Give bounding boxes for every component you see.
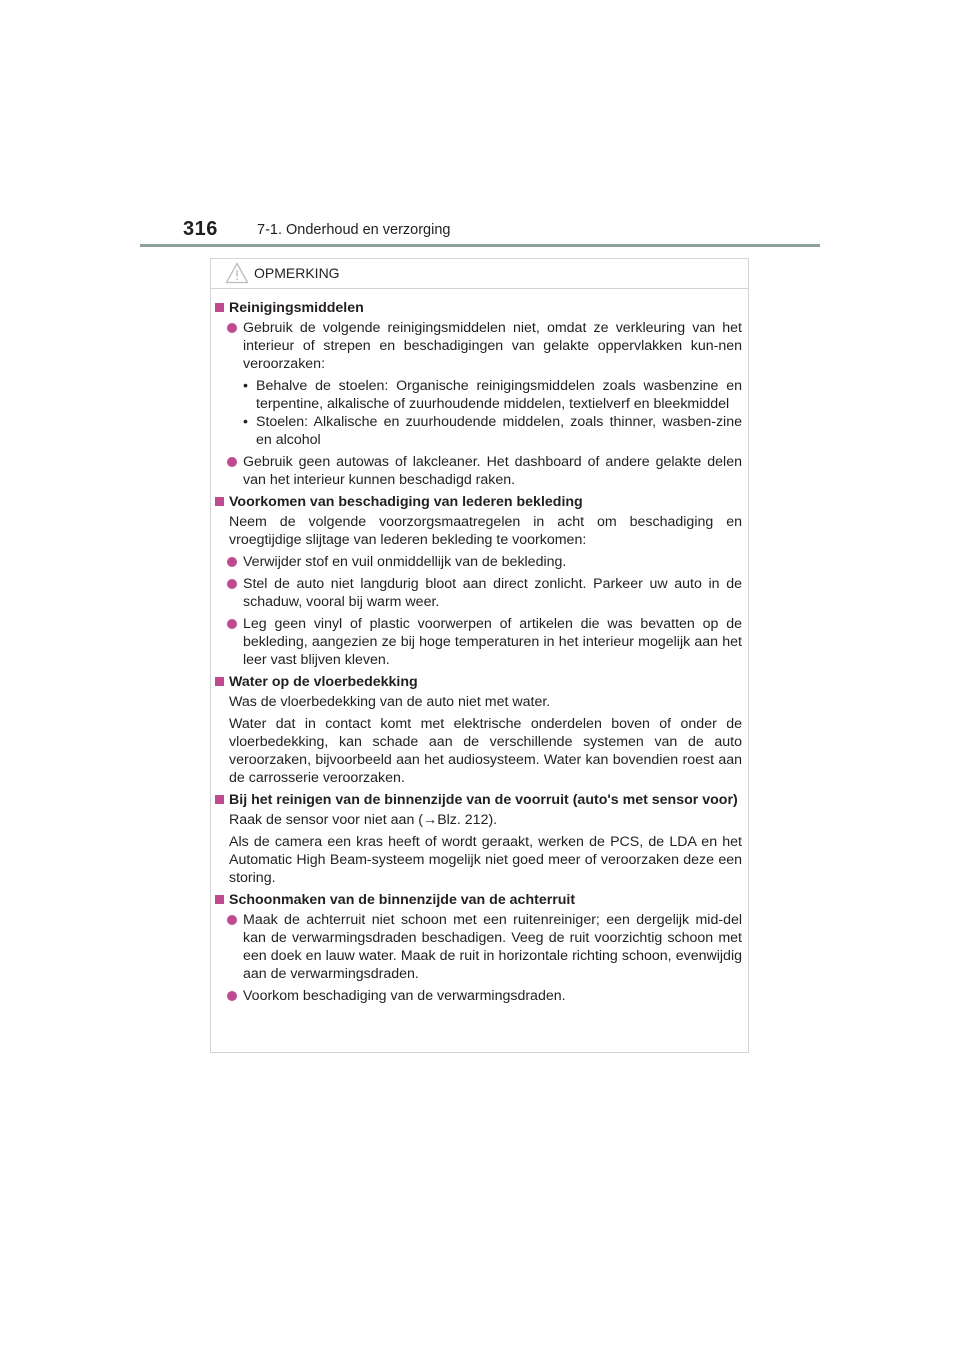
round-bullet-icon xyxy=(227,323,237,333)
section-paragraph: Raak de sensor voor niet aan (→Blz. 212). xyxy=(229,812,498,828)
notice-section xyxy=(211,299,748,489)
section-heading-text: Schoonmaken van de binnenzijde van de achterruit xyxy=(229,892,576,908)
section-heading xyxy=(211,299,748,317)
notice-section xyxy=(211,493,748,669)
section-heading xyxy=(211,891,748,909)
notice-box xyxy=(210,258,749,1053)
bullet-item xyxy=(211,987,748,1005)
section-heading xyxy=(211,791,748,809)
sub-item xyxy=(211,377,748,413)
square-bullet-icon xyxy=(215,303,224,312)
section-heading-text: Bij het reinigen van de binnenzijde van de voorruit (auto's met sensor voor) xyxy=(229,792,738,808)
section-paragraph: Was de vloerbedekking van de auto niet met water. xyxy=(229,694,551,710)
warning-triangle-icon xyxy=(225,262,249,284)
notice-title: OPMERKING xyxy=(254,265,340,281)
square-bullet-icon xyxy=(215,895,224,904)
section-heading xyxy=(211,493,748,511)
square-bullet-icon xyxy=(215,677,224,686)
sub-list xyxy=(211,377,748,449)
section-heading xyxy=(211,673,748,691)
bullet-item-text: Voorkom beschadiging van de verwarmingsdraden. xyxy=(243,988,566,1004)
bullet-item xyxy=(211,911,748,983)
section-heading-text: Voorkomen van beschadiging van lederen bekleding xyxy=(229,494,583,510)
sub-item-text: Behalve de stoelen: Organische reinigingsmiddelen zoals wasbenzine en terpentine, alkalische of zuurhoudende middelen, textielverf en bleekmiddel xyxy=(256,378,742,412)
bullet-item-text: Gebruik de volgende reinigingsmiddelen niet, omdat ze verkleuring van het interieur of strepen en beschadigingen van gelakte oppervlakken kun-nen veroorzaken: xyxy=(243,320,742,372)
page-header xyxy=(183,218,823,246)
section-paragraph: Als de camera een kras heeft of wordt geraakt, werken de PCS, de LDA en het Automatic High Beam-systeem mogelijk niet goed meer of veroorzaken deze een storing. xyxy=(229,834,742,886)
bullet-item-text: Leg geen vinyl of plastic voorwerpen of artikelen die was bevatten op de bekleding, aangezien ze bij hoge temperaturen in het interieur mogelijk aan het leer vast blijven kleven. xyxy=(243,616,742,668)
notice-section xyxy=(211,673,748,787)
bullet-item xyxy=(211,319,748,373)
bullet-item xyxy=(211,575,748,611)
round-bullet-icon xyxy=(227,991,237,1001)
bullet-item xyxy=(211,615,748,669)
round-bullet-icon xyxy=(227,579,237,589)
sub-bullet-icon: • xyxy=(243,378,248,394)
notice-header xyxy=(211,259,748,289)
page-number: 316 xyxy=(183,218,218,240)
bullet-item-text: Verwijder stof en vuil onmiddellijk van de bekleding. xyxy=(243,554,567,570)
round-bullet-icon xyxy=(227,557,237,567)
notice-section xyxy=(211,891,748,1005)
section-heading-text: Reinigingsmiddelen xyxy=(229,300,364,316)
sub-bullet-icon: • xyxy=(243,414,248,430)
square-bullet-icon xyxy=(215,497,224,506)
bullet-item xyxy=(211,553,748,571)
bullet-item-text: Gebruik geen autowas of lakcleaner. Het dashboard of andere gelakte delen van het interieur kunnen beschadigd raken. xyxy=(243,454,742,488)
section-paragraph: Water dat in contact komt met elektrische onderdelen boven of onder de vloerbedekking, kan schade aan de verschillende systemen van de auto veroorzaken, bijvoorbeeld aan het audiosysteem. Water kan bovendien roest aan de carrosserie veroorzaken. xyxy=(229,716,742,786)
bullet-item-text: Maak de achterruit niet schoon met een ruitenreiniger; een dergelijk mid-del kan de verwarmingsdraden beschadigen. Veeg de ruit voorzichtig schoon met een doek en lauw water. Maak de ruit in horizontale richting schoon, evenwijdig aan de verwarmingsdraden. xyxy=(243,912,742,982)
section-title: 7-1. Onderhoud en verzorging xyxy=(257,222,451,238)
sub-item xyxy=(211,413,748,449)
sub-item-text: Stoelen: Alkalische en zuurhoudende middelen, zoals thinner, wasben-zine en alcohol xyxy=(256,414,742,448)
square-bullet-icon xyxy=(215,795,224,804)
section-heading-text: Water op de vloerbedekking xyxy=(229,674,418,690)
header-rule xyxy=(140,244,820,247)
notice-content xyxy=(211,299,748,1009)
round-bullet-icon xyxy=(227,619,237,629)
bullet-item-text: Stel de auto niet langdurig bloot aan direct zonlicht. Parkeer uw auto in de schaduw, vooral bij warm weer. xyxy=(243,576,742,610)
section-paragraph: Neem de volgende voorzorgsmaatregelen in acht om beschadiging en vroegtijdige slijtage van lederen bekleding te voorkomen: xyxy=(229,514,742,548)
notice-section xyxy=(211,791,748,887)
bullet-item xyxy=(211,453,748,489)
round-bullet-icon xyxy=(227,457,237,467)
round-bullet-icon xyxy=(227,915,237,925)
